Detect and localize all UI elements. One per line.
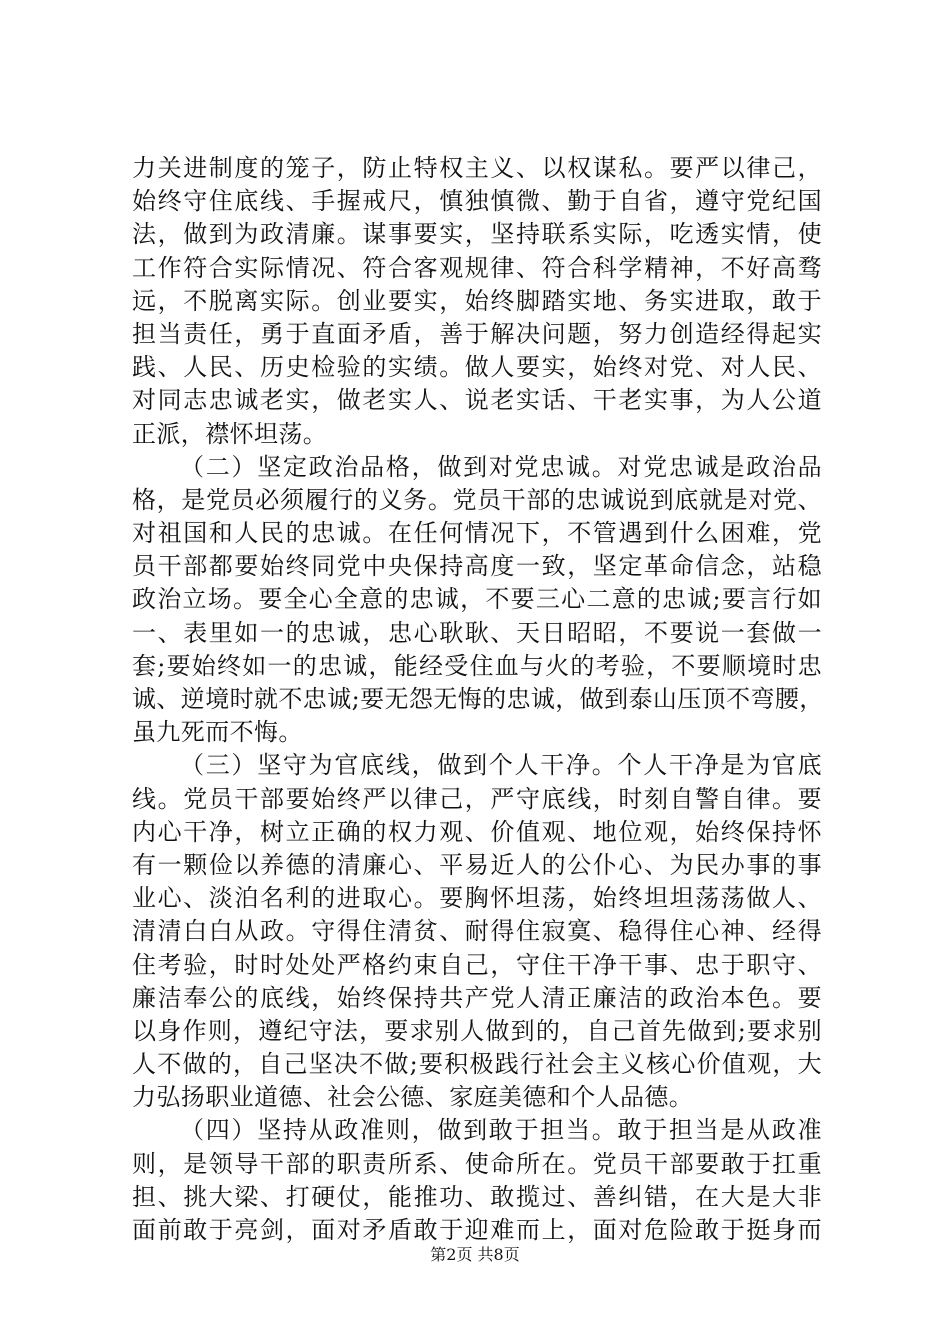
text-line: 对祖国和人民的忠诚。在任何情况下，不管遇到什么困难，党 [132, 519, 822, 548]
text-line: 住考验，时时处处严格约束自己，守住干净干事、忠于职守、 [132, 950, 822, 979]
text-line: 力关进制度的笼子，防止特权主义、以权谋私。要严以律己， [132, 154, 822, 182]
text-line: 担当责任，勇于直面矛盾，善于解决问题，努力创造经得起实 [132, 319, 822, 348]
text-line: 一、表里如一的忠诚，忠心耿耿、天日昭昭，不要说一套做一 [132, 618, 822, 647]
text-line: 业心、淡泊名利的进取心。要胸怀坦荡，始终坦坦荡荡做人、 [132, 884, 822, 913]
text-line: 廉洁奉公的底线，始终保持共产党人清正廉洁的政治本色。要 [132, 983, 822, 1012]
text-line: （三）坚守为官底线，做到个人干净。个人干净是为官底 [180, 751, 822, 780]
document-body [132, 152, 822, 1247]
text-line: 远，不脱离实际。创业要实，始终脚踏实地、务实进取，敢于 [132, 286, 822, 315]
text-line: （四）坚持从政准则，做到敢于担当。敢于担当是从政准 [180, 1116, 822, 1145]
text-line: 诚、逆境时就不忠诚;要无怨无悔的忠诚，做到泰山压顶不弯腰， [132, 685, 824, 713]
text-line: 面前敢于亮剑，面对矛盾敢于迎难而上，面对危险敢于挺身而 [132, 1216, 822, 1244]
text-line: 担、挑大梁、打硬仗，能推功、敢揽过、善纠错，在大是大非 [132, 1182, 822, 1211]
text-line: 员干部都要始终同党中央保持高度一致，坚定革命信念，站稳 [132, 552, 822, 581]
text-line: 力弘扬职业道德、社会公德、家庭美德和个人品德。 [132, 1083, 694, 1112]
text-line: 践、人民、历史检验的实绩。做人要实，始终对党、对人民、 [132, 353, 822, 382]
text-line: 则，是领导干部的职责所系、使命所在。党员干部要敢于扛重 [132, 1149, 822, 1178]
page-footer: 第2页 共8页 [430, 1245, 520, 1264]
text-line: （二）坚定政治品格，做到对党忠诚。对党忠诚是政治品 [180, 452, 822, 481]
text-line: 格，是党员必须履行的义务。党员干部的忠诚说到底就是对党、 [132, 485, 822, 514]
text-line: 人不做的，自己坚决不做;要积极践行社会主义核心价值观，大 [132, 1050, 822, 1079]
text-line: 虽九死而不悔。 [132, 718, 303, 747]
text-line: 政治立场。要全心全意的忠诚，不要三心二意的忠诚;要言行如 [132, 585, 822, 614]
text-line: 清清白白从政。守得住清贫、耐得住寂寞、稳得住心神、经得 [132, 917, 822, 946]
text-line: 套;要始终如一的忠诚，能经受住血与火的考验，不要顺境时忠 [132, 651, 822, 680]
text-line: 以身作则，遵纪守法，要求别人做到的，自己首先做到;要求别 [132, 1016, 822, 1045]
text-line: 内心干净，树立正确的权力观、价值观、地位观，始终保持怀 [132, 817, 822, 846]
text-line: 线。党员干部要始终严以律己，严守底线，时刻自警自律。要 [132, 784, 822, 813]
text-line: 有一颗俭以养德的清廉心、平易近人的公仆心、为民办事的事 [132, 850, 822, 879]
text-line: 正派，襟怀坦荡。 [132, 419, 328, 448]
text-line: 始终守住底线、手握戒尺，慎独慎微、勤于自省，遵守党纪国 [132, 187, 822, 216]
text-line: 法，做到为政清廉。谋事要实，坚持联系实际，吃透实情，使 [132, 220, 822, 249]
text-line: 对同志忠诚老实，做老实人、说老实话、干老实事，为人公道 [132, 386, 822, 415]
text-line: 工作符合实际情况、符合客观规律、符合科学精神，不好高骛 [132, 253, 822, 282]
